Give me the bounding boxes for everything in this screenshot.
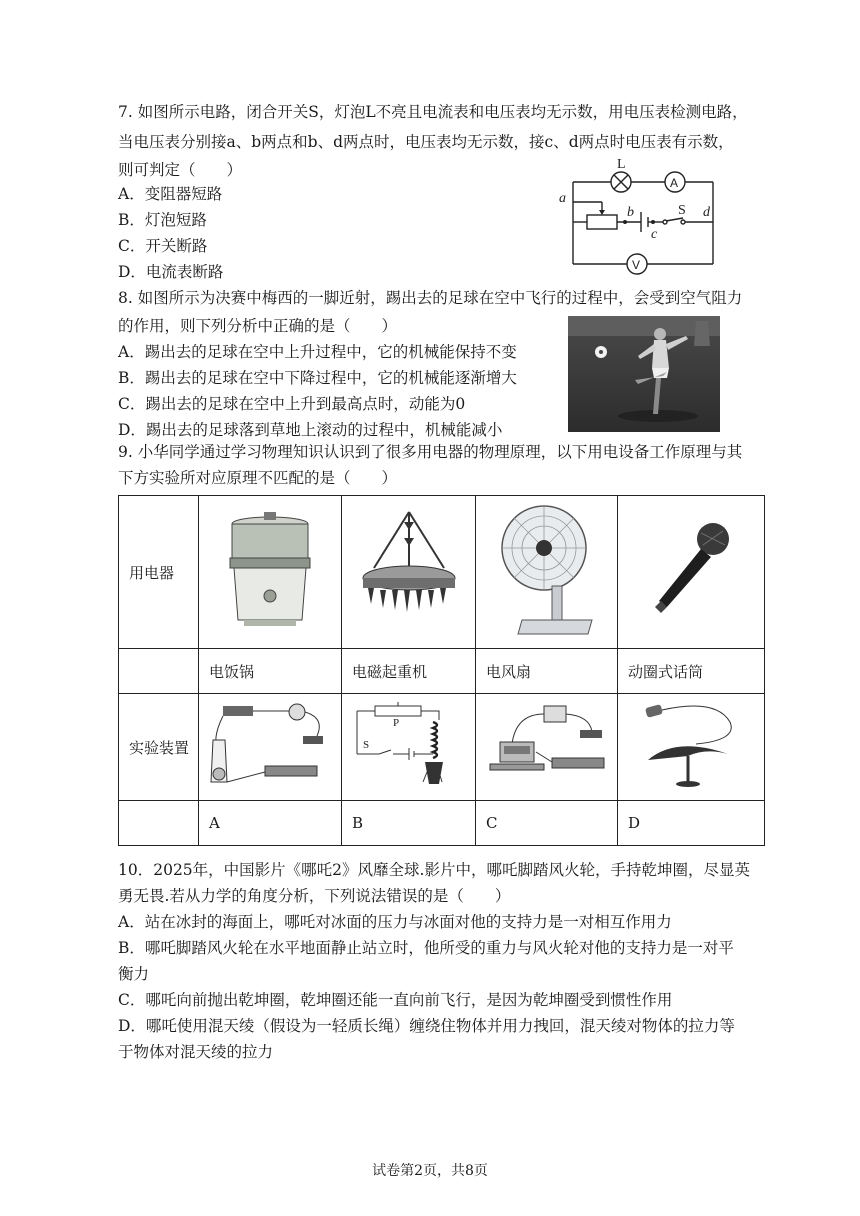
q10-stem-line1: 10．2025年，中国影片《哪吒2》风靡全球.影片中，哪吒脚踏风火轮，手持乾坤圈，尽显英 (118, 861, 750, 879)
q10-option-c: C．哪吒向前抛出乾坤圈，乾坤圈还能一直向前飞行，是因为乾坤圈受到惯性作用 (118, 991, 673, 1009)
q10-option-d-line2: 于物体对混天绫的拉力 (118, 1043, 274, 1061)
q7-option-b: B．灯泡短路 (118, 211, 207, 229)
rice-cooker-icon (220, 508, 320, 633)
experiment-d-image (618, 694, 765, 801)
choice-c: C (476, 801, 618, 846)
point-b-label: b (627, 205, 634, 220)
point-c-label: c (651, 227, 658, 242)
q10-option-d-line1: D．哪吒使用混天绫（假设为一轻质长绳）缠绕住物体并用力拽回，混天绫对物体的拉力等 (118, 1017, 735, 1035)
q8-stem-line1: 8. 如图所示为决赛中梅西的一脚近射，踢出去的足球在空中飞行的过程中，会受到空气阻力 (118, 289, 743, 307)
microphone-icon (641, 515, 741, 625)
q10-option-a: A．站在冰封的海面上，哪吒对冰面的压力与冰面对他的支持力是一对相互作用力 (118, 913, 672, 931)
experiment-a-image (199, 694, 342, 801)
empty-cell (119, 801, 199, 846)
crane-icon (354, 508, 464, 633)
q7-stem-line2: 当电压表分别接a、b两点和b、d两点时，电压表均无示数，接c、d两点时电压表有示数， (118, 133, 734, 151)
appliance-rice-cooker: 电饭锅 (199, 649, 342, 694)
row-header-experiment: 实验装置 (119, 694, 199, 801)
q10-option-b-line1: B．哪吒脚踏风火轮在水平地面静止站立时，他所受的重力与风火轮对他的支持力是一对平 (118, 939, 734, 957)
lamp-label: L (617, 157, 626, 172)
appliance-crane: 电磁起重机 (342, 649, 476, 694)
electromagnet-circuit-icon (349, 698, 469, 793)
microphone-image (618, 496, 765, 649)
point-d-label: d (703, 205, 710, 220)
switch-label: S (678, 203, 686, 218)
q7-stem-line1: 7. 如图所示电路，闭合开关S，灯泡L不亮且电流表和电压表均无示数，用电压表检测电路， (118, 103, 748, 121)
appliance-microphone: 动圈式话筒 (618, 649, 765, 694)
row-header-appliance: 用电器 (119, 496, 199, 649)
choice-a: A (199, 801, 342, 846)
switch-s-label: S (362, 738, 369, 751)
page-footer: 试卷第2页，共8页 (372, 1163, 488, 1179)
q7-option-a: A．变阻器短路 (118, 185, 223, 203)
q8-option-a: A．踢出去的足球在空中上升过程中，它的机械能保持不变 (118, 343, 517, 361)
q9-stem-line1: 9. 小华同学通过学习物理知识认识到了很多用电器的物理原理，以下用电设备工作原理与其 (118, 443, 743, 461)
q7-option-c: C．开关断路 (118, 237, 208, 255)
heating-circuit-icon (205, 700, 335, 790)
rheostat-label: P (392, 716, 399, 729)
fan-icon (492, 500, 602, 640)
appliance-fan: 电风扇 (476, 649, 618, 694)
q7-option-d: D．电流表断路 (118, 263, 224, 281)
choice-d: D (618, 801, 765, 846)
q10-stem-line2: 勇无畏.若从力学的角度分析，下列说法错误的是（ ） (118, 887, 511, 905)
appliance-experiment-table (118, 495, 765, 846)
q8-option-d: D．踢出去的足球落到草地上滚动的过程中，机械能减小 (118, 421, 503, 439)
q8-option-b: B．踢出去的足球在空中下降过程中，它的机械能逐渐增大 (118, 369, 517, 387)
choice-b: B (342, 801, 476, 846)
rice-cooker-image (199, 496, 342, 649)
experiment-c-image (476, 694, 618, 801)
q7-circuit-diagram (555, 152, 725, 282)
electric-fan-image (476, 496, 618, 649)
q8-option-c: C．踢出去的足球在空中上升到最高点时，动能为0 (118, 395, 466, 413)
q10-option-b-line2: 衡力 (118, 965, 150, 983)
q9-stem-line2: 下方实验所对应原理不匹配的是（ ） (118, 469, 398, 487)
q8-stem-line2: 的作用，则下列分析中正确的是（ ） (118, 317, 398, 335)
soccer-photo (568, 316, 720, 432)
experiment-b-image (342, 694, 476, 801)
electromagnetic-crane-image (342, 496, 476, 649)
q7-stem-line3: 则可判定（ ） (118, 161, 243, 179)
motor-circuit-icon (482, 700, 612, 790)
empty-cell (119, 649, 199, 694)
speaker-coil-icon (626, 698, 756, 793)
voltmeter-label: V (632, 258, 641, 272)
point-a-label: a (559, 191, 566, 206)
ammeter-label: A (670, 176, 679, 190)
